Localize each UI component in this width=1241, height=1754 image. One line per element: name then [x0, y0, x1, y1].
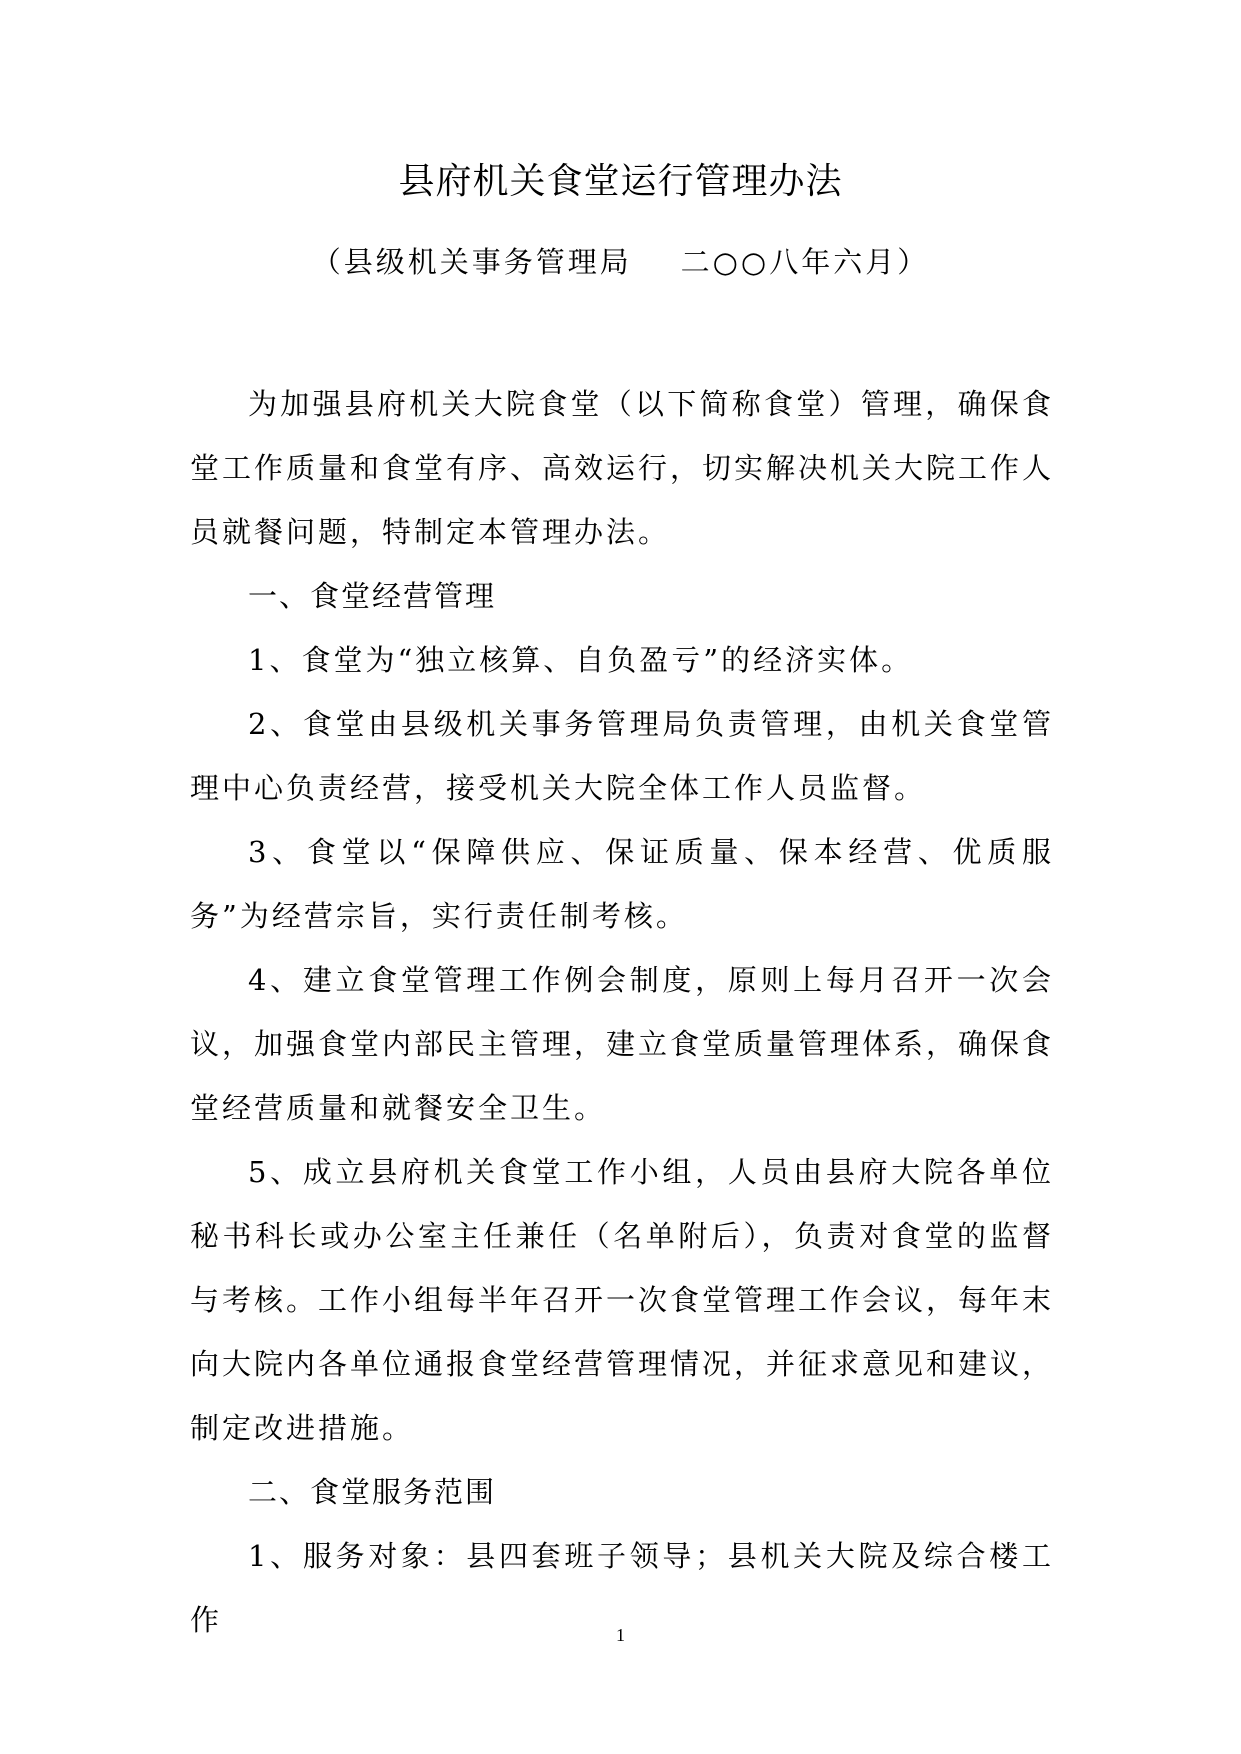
clause-paragraph: 1、食堂为“独立核算、自负盈亏”的经济实体。	[248, 643, 914, 677]
section-heading-2: 二、食堂服务范围	[248, 1475, 497, 1509]
section-heading-1: 一、食堂经营管理	[248, 579, 497, 613]
clause-paragraph: 4、建立食堂管理工作例会制度，原则上每月召开一次会议，加强食堂内部民主管理，建立食堂质量管理体系，确保食堂经营质量和就餐安全卫生。	[190, 963, 1055, 1125]
page-number: 1	[616, 1625, 625, 1645]
clause-paragraph: 5、成立县府机关食堂工作小组，人员由县府大院各单位秘书科长或办公室主任兼任（名单附后），负责对食堂的监督与考核。工作小组每半年召开一次食堂管理工作会议，每年末向大院内各单位通报食堂经营管理情况，并征求意见和建议，制定改进措施。	[190, 1155, 1055, 1445]
document-body	[190, 372, 1054, 1652]
clause-paragraph: 1、服务对象：县四套班子领导；县机关大院及综合楼工作	[190, 1539, 1054, 1637]
document-title: 县府机关食堂运行管理办法	[398, 161, 843, 202]
clause-paragraph: 2、食堂由县级机关事务管理局负责管理，由机关食堂管理中心负责经营，接受机关大院全体工作人员监督。	[190, 707, 1054, 805]
intro-paragraph: 为加强县府机关大院食堂（以下简称食堂）管理，确保食堂工作质量和食堂有序、高效运行，切实解决机关大院工作人员就餐问题，特制定本管理办法。	[190, 387, 1055, 549]
document-subtitle: （县级机关事务管理局 二○○八年六月）	[311, 245, 930, 279]
clause-paragraph: 3、食堂以“保障供应、保证质量、保本经营、优质服务”为经营宗旨，实行责任制考核。	[190, 835, 1054, 933]
